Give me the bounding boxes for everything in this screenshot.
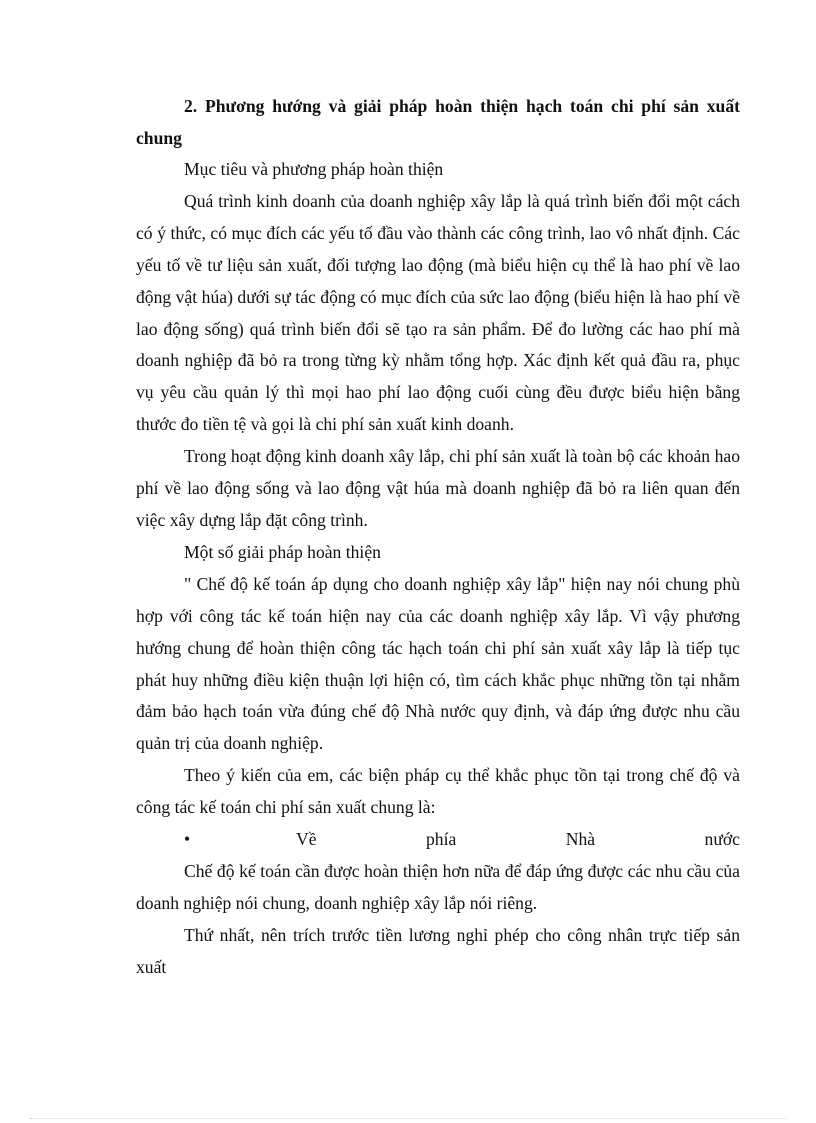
paragraph-first-measure: Thứ nhất, nên trích trước tiền lương nghỉ phép cho công nhân trực tiếp sản xuất	[136, 924, 740, 977]
paragraph-accounting-regime: " Chế độ kế toán áp dụng cho doanh nghiệp xây lắp" hiện nay nói chung phù hợp với công tác kế toán hiện nay của các doanh nghiệp xây lắp. Vì vậy phương hướng chung để hoàn thiện công tác hạch toán chi phí sản xuất xây lắp là tiếp tục phát huy những điều kiện thuận lợi hiện có, tìm cách khắc phục những tồn tại nhằm đảm bảo hạch toán vừa đúng chế độ Nhà nước quy định, và đáp ứng được nhu cầu quản trị của doanh nghiệp.	[136, 573, 740, 754]
paragraph-business-process: Quá trình kinh doanh của doanh nghiệp xây lắp là quá trình biến đổi một cách có ý thức, có mục đích các yếu tố đầu vào thành các công trình, lao vô nhất định. Các yếu tố về tư liệu sản xuất, đối tượng lao động (mà biểu hiện cụ thể là hao phí về lao động vật húa) dưới sự tác động có mục đích của sức lao động (biểu hiện là hao phí về lao động sống) quá trình biến đổi sẽ tạo ra sản phẩm. Để đo lường các hao phí mà doanh nghiệp đã bỏ ra trong từng kỳ nhằm tổng hợp. Xác định kết quả đầu ra, phục vụ yêu cầu quản lý thì mọi hao phí lao động cuối cùng đều được biểu hiện bằng thước đo tiền tệ và gọi là chi phí sản xuất kinh doanh.	[136, 190, 740, 435]
paragraph-production-cost-definition: Trong hoạt động kinh doanh xây lắp, chi phí sản xuất là toàn bộ các khoản hao phí về lao động sống và lao động vật húa mà doanh nghiệp đã bỏ ra liên quan đến việc xây dựng lắp đặt công trình.	[136, 446, 740, 530]
bullet-word: phía	[425, 829, 457, 850]
paragraph-opinion: Theo ý kiến của em, các biện pháp cụ thể khắc phục tồn tại trong chế độ và công tác kế toán chi phí sản xuất chung là:	[136, 765, 740, 818]
bullet-word: Nhà	[565, 829, 596, 850]
section-heading: 2. Phương hướng và giải pháp hoàn thiện hạch toán chi phí sản xuất chung	[136, 96, 740, 148]
paragraph-regime-improvement: Chế độ kế toán cần được hoàn thiện hơn nữa để đáp ứng được các nhu cầu của doanh nghiệp nói chung, doanh nghiệp xây lắp nói riêng.	[136, 860, 740, 913]
bullet-icon: •	[184, 829, 191, 850]
bullet-text	[296, 824, 740, 856]
subsection-title-solutions: Một số giải pháp hoàn thiện	[184, 541, 381, 562]
bullet-word: Về	[296, 829, 317, 850]
bullet-state-side	[136, 824, 740, 856]
bullet-word: nước	[704, 829, 740, 850]
document-page	[136, 90, 740, 984]
subsection-title-objectives: Mục tiêu và phương pháp hoàn thiện	[184, 159, 444, 179]
page-bottom-divider	[30, 1118, 786, 1119]
